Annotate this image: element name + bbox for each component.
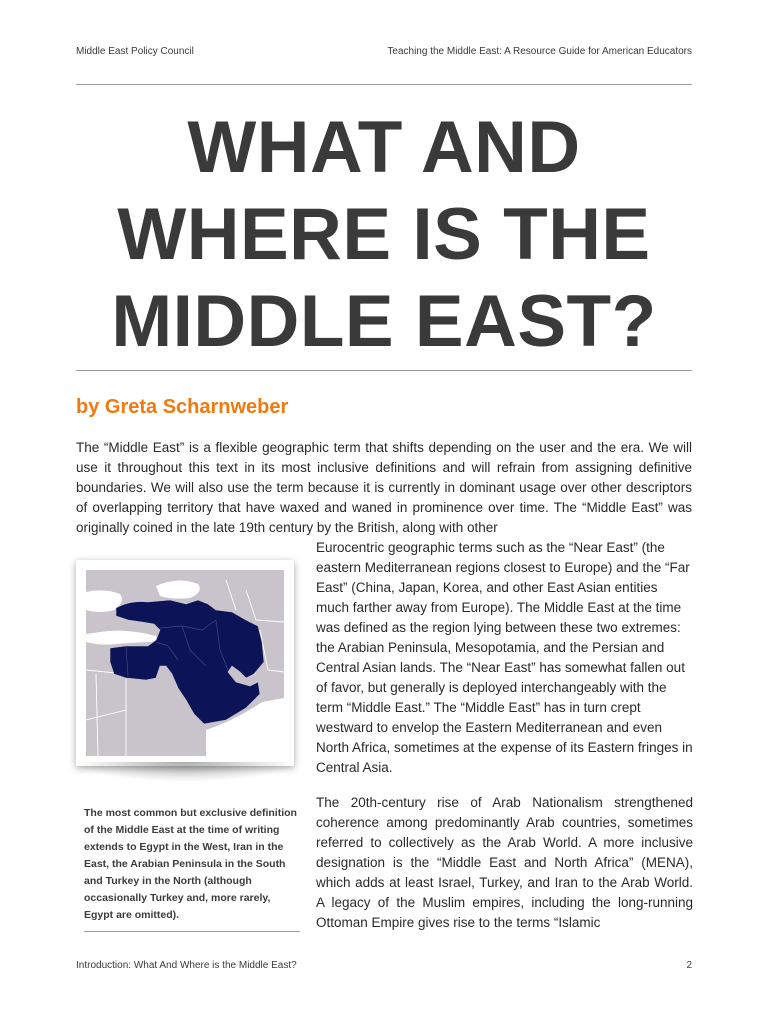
title-line: MIDDLE EAST? bbox=[111, 281, 657, 362]
middle-east-map bbox=[86, 570, 284, 756]
running-footer-title: Introduction: What And Where is the Middle East? bbox=[76, 960, 297, 971]
author-byline: by Greta Scharnweber bbox=[76, 396, 289, 418]
body-paragraph: The “Middle East” is a flexible geographic term that shifts depending on the user and the era. We will use it throughout this text in its most inclusive definitions and will refrain from assigning definitive boundaries. We will also use the term because it is currently in dominant usage over other descriptors of overlapping territory that have waxed and waned in prominence over time. The “Middle East” was originally coined in the late 19th century by the British, along with other bbox=[76, 440, 692, 535]
figure-shadow bbox=[74, 762, 296, 782]
running-header-left: Middle East Policy Council bbox=[76, 46, 194, 57]
caption-divider bbox=[84, 931, 300, 932]
body-paragraph: Eurocentric geographic terms such as the “Near East” (the eastern Mediterranean regions closest to Europe) and the “Far East” (China, Japan, Korea, and other East Asian entities much farther away from Europe). The Middle East at the time was defined as the region lying between these two extremes: the Arabian Peninsula, Mesopotamia, and the Persian and Central Asian lands. The “Near East” has somewhat fallen out of favor, but generally is deployed interchangeably with the term “Middle East.” The “Middle East” has in turn crept westward to envelop the Eastern Mediterranean and even North Africa, sometimes at the expense of its Eastern fringes in Central Asia. bbox=[316, 540, 693, 775]
title-line: WHAT AND bbox=[187, 107, 581, 188]
title-divider bbox=[76, 370, 692, 371]
figure-caption: The most common but exclusive definition of the Middle East at the time of writing extends to Egypt in the West, Iran in the East, the Arabian Peninsula in the South and Turkey in the North (although occasionally Turkey and, more rarely, Egypt are omitted). bbox=[84, 807, 297, 921]
running-header-right: Teaching the Middle East: A Resource Guide for American Educators bbox=[387, 46, 692, 57]
page-number: 2 bbox=[686, 960, 692, 971]
body-paragraph: The 20th-century rise of Arab Nationalism strengthened coherence among predominantly Arab countries, sometimes referred to collectively as the Arab World. A more inclusive designation is the “Middle East and North Africa” (MENA), which adds at least Israel, Turkey, and Iran to the Arab World. A legacy of the Muslim empires, including the long-running Ottoman Empire gives rise to the terms “Islamic bbox=[316, 795, 693, 930]
header-divider bbox=[76, 84, 692, 85]
title-line: WHERE IS THE bbox=[117, 194, 651, 275]
middle-east-map-figure bbox=[76, 560, 294, 766]
page-title bbox=[76, 104, 692, 365]
